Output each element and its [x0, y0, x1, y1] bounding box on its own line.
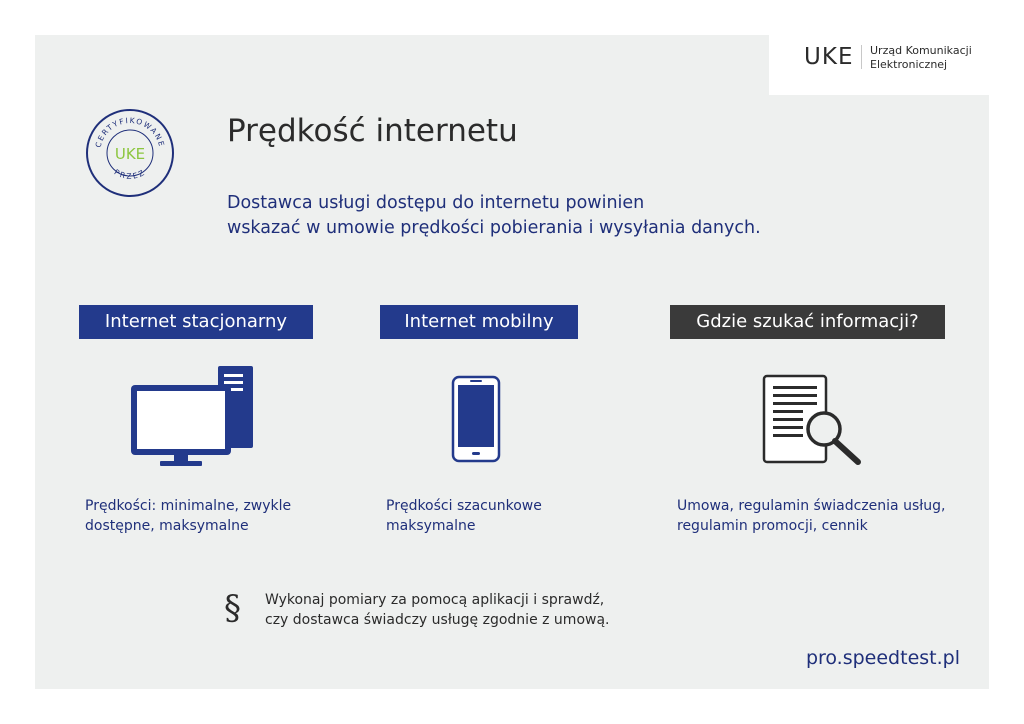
uke-logo-mark: UKE	[804, 44, 854, 70]
section-sign-icon: §	[224, 588, 241, 628]
logo-separator	[861, 45, 862, 69]
measurement-note: Wykonaj pomiary za pomocą aplikacji i sprawdź, czy dostawca świadczy usługę zgodnie z umową.	[265, 592, 610, 628]
desc-internet-mobilny: Prędkości szacunkowe maksymalne	[386, 498, 542, 534]
page-title: Prędkość internetu	[227, 113, 518, 149]
uke-logo-name: Urząd Komunikacji Elektronicznej	[870, 44, 972, 71]
document-search-icon	[760, 374, 866, 468]
svg-text:PRZEZ: PRZEZ	[112, 167, 148, 181]
smartphone-icon	[451, 375, 501, 463]
desc-gdzie-szukac: Umowa, regulamin świadczenia usług, regulamin promocji, cennik	[677, 498, 946, 534]
desktop-computer-icon	[130, 365, 256, 469]
intro-text: Dostawca usługi dostępu do internetu powinien wskazać w umowie prędkości pobierania i wysyłania danych.	[227, 193, 761, 238]
badge-internet-mobilny: Internet mobilny	[380, 305, 578, 339]
svg-text:UKE: UKE	[114, 145, 146, 163]
badge-gdzie-szukac: Gdzie szukać informacji?	[670, 305, 945, 339]
speedtest-url: pro.speedtest.pl	[805, 647, 960, 669]
desc-internet-stacjonarny: Prędkości: minimalne, zwykle dostępne, maksymalne	[85, 498, 292, 534]
badge-internet-stacjonarny: Internet stacjonarny	[79, 305, 313, 339]
certified-seal-icon	[84, 107, 176, 199]
svg-text:CERTYFIKOWANE: CERTYFIKOWANE	[93, 115, 167, 149]
